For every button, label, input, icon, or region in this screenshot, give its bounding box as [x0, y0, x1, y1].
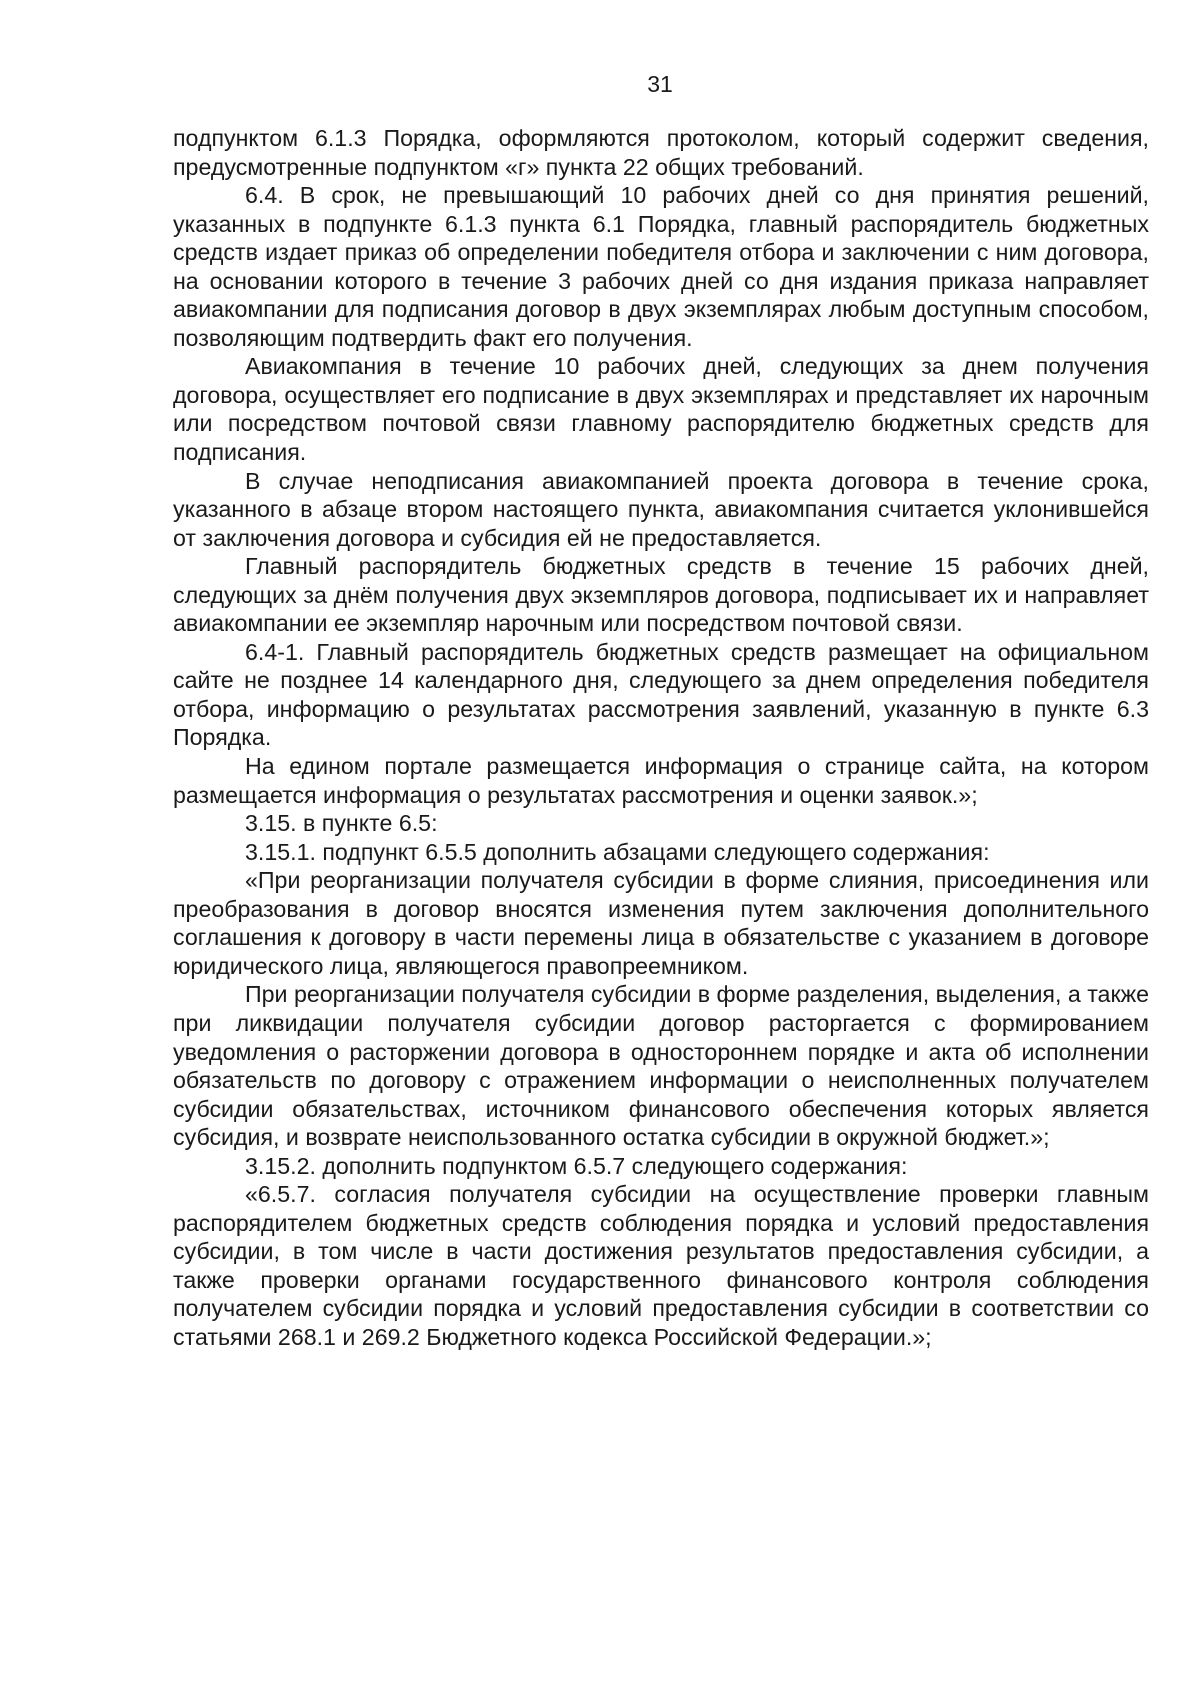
- paragraph-6-5-7: «6.5.7. согласия получателя субсидии на осуществление проверки главным распорядителем бюджетных средств соблюдения порядка и условий предоставления субсидии, в том числе в части достижения результатов предоставления субсидии, а также проверки органами государственного финансового контроля соблюдения получателем субсидии порядка и условий предоставления субсидии в соответствии со статьями 268.1 и 269.2 Бюджетного кодекса Российской Федерации.»;: [173, 1181, 1149, 1350]
- paragraph-unified-portal: На едином портале размещается информация о странице сайта, на котором размещается информация о результатах рассмотрения и оценки заявок.»;: [173, 753, 1149, 808]
- paragraph-6-4: 6.4. В срок, не превышающий 10 рабочих дней со дня принятия решений, указанных в подпункте 6.1.3 пункта 6.1 Порядка, главный распорядитель бюджетных средств издает приказ об определении победителя отбора и заключении с ним договора, на основании которого в течение 3 рабочих дней со дня издания приказа направляет авиакомпании для подписания договор в двух экземплярах любым доступным способом, позволяющим подтвердить факт его получения.: [173, 182, 1149, 351]
- paragraph-airline-signing: Авиакомпания в течение 10 рабочих дней, следующих за днем получения договора, осуществляет его подписание в двух экземплярах и представляет их нарочным или посредством почтовой связи главному распорядителю бюджетных средств для подписания.: [173, 353, 1149, 466]
- paragraph-3-15-2: 3.15.2. дополнить подпунктом 6.5.7 следующего содержания:: [245, 1152, 908, 1179]
- paragraph-reorganization-merger: «При реорганизации получателя субсидии в форме слияния, присоединения или преобразования в договор вносятся изменения путем заключения дополнительного соглашения к договору в части перемены лица в обязательстве с указанием в договоре юридического лица, являющегося правопреемником.: [173, 867, 1149, 979]
- paragraph-continuation: подпунктом 6.1.3 Порядка, оформляются протоколом, который содержит сведения, предусмотренные подпунктом «г» пункта 22 общих требований.: [173, 125, 1149, 180]
- page-number: 31: [647, 71, 673, 97]
- paragraph-non-signing: В случае неподписания авиакомпанией проекта договора в течение срока, указанного в абзаце втором настоящего пункта, авиакомпания считается уклонившейся от заключения договора и субсидия ей не предоставляется.: [173, 467, 1149, 551]
- paragraph-3-15: 3.15. в пункте 6.5:: [245, 810, 438, 837]
- paragraph-reorganization-division: При реорганизации получателя субсидии в форме разделения, выделения, а также при ликвидации получателя субсидии договор расторгается с формированием уведомления о расторжении договора в одностороннем порядке и акта об исполнении обязательств по договору с отражением информации о неисполненных получателем субсидии обязательствах, источником финансового обеспечения которых является субсидия, и возврате неиспользованного остатка субсидии в окружной бюджет.»;: [173, 981, 1149, 1151]
- paragraph-6-4-1: 6.4-1. Главный распорядитель бюджетных средств размещает на официальном сайте не позднее 14 календарного дня, следующего за днем определения победителя отбора, информацию о результатах рассмотрения заявлений, указанную в пункте 6.3 Порядка.: [173, 638, 1149, 751]
- paragraph-3-15-1: 3.15.1. подпункт 6.5.5 дополнить абзацами следующего содержания:: [245, 838, 990, 865]
- paragraph-chief-manager-signing: Главный распорядитель бюджетных средств в течение 15 рабочих дней, следующих за днём получения двух экземпляров договора, подписывает их и направляет авиакомпании ее экземпляр нарочным или посредством почтовой связи.: [173, 553, 1149, 637]
- document-body: [173, 124, 1149, 1352]
